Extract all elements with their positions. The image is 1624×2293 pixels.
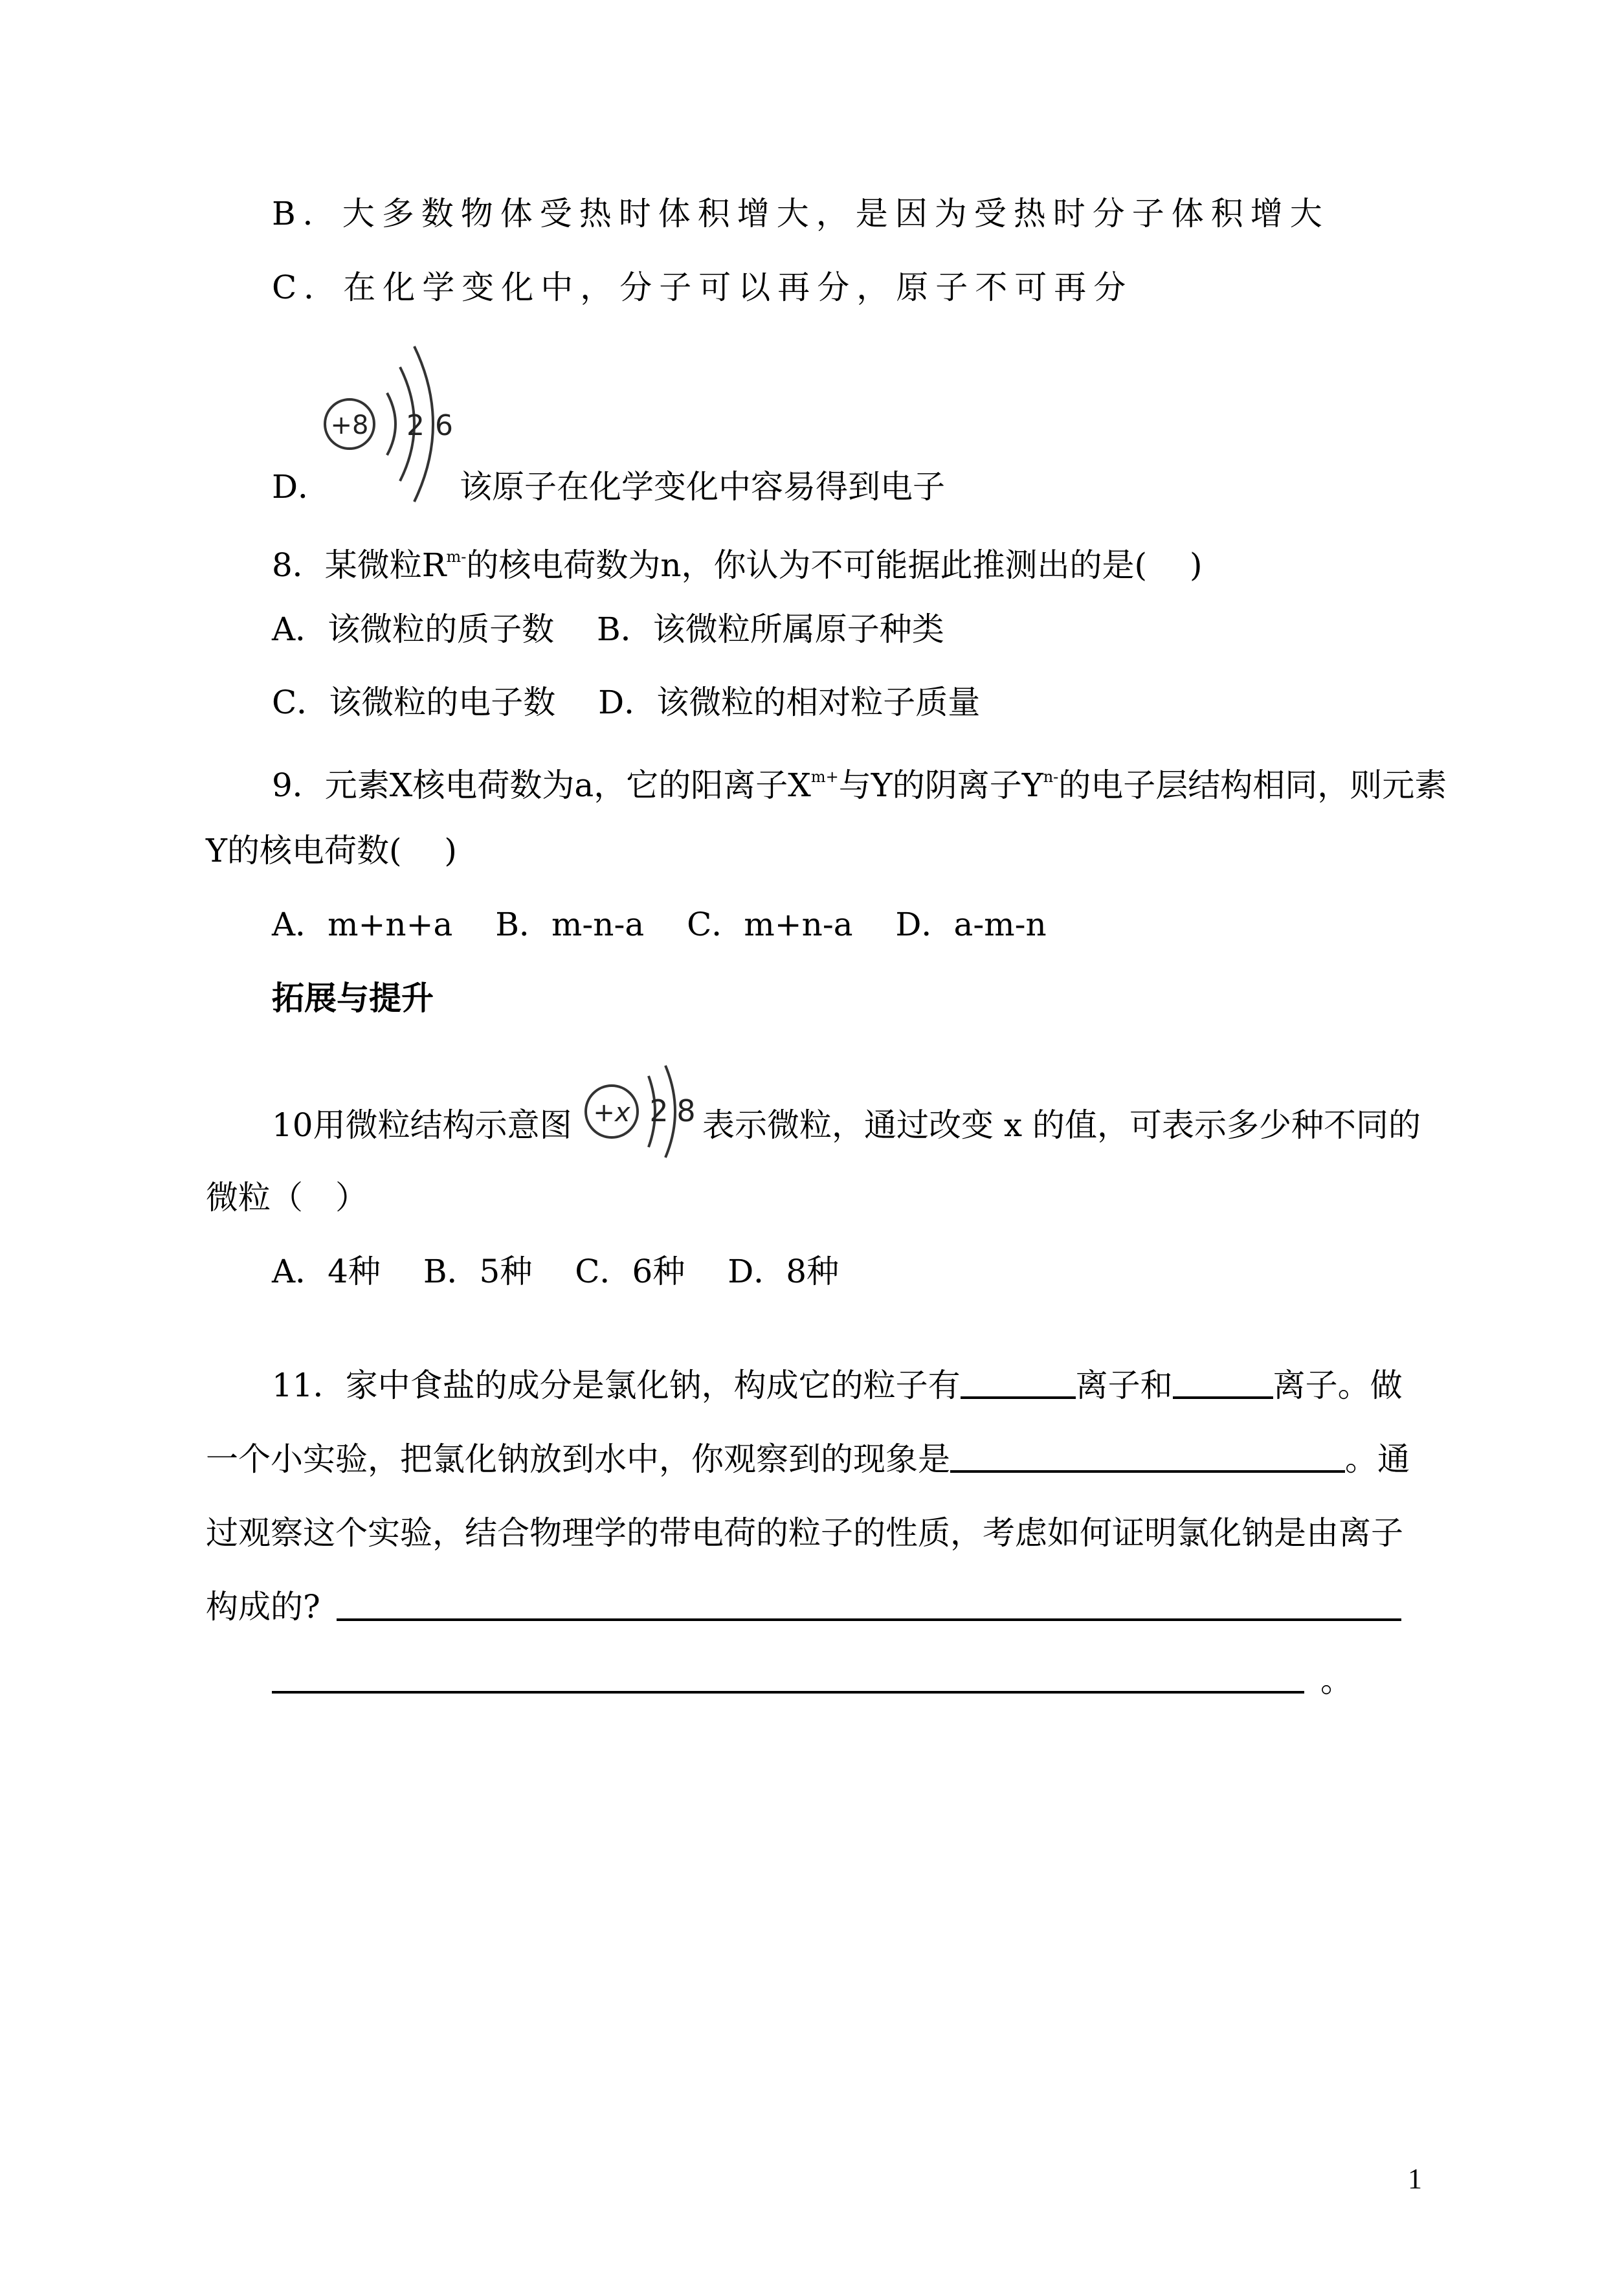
- section-title: 拓展与提升: [272, 979, 434, 1017]
- q8-options-row1: A．该微粒的质子数 B．该微粒所属原子种类: [272, 610, 944, 648]
- q10-stem-a: 10用微粒结构示意图: [272, 1106, 572, 1144]
- q11-line1: 11．家中食盐的成分是氯化钠，构成它的粒子有 离子和 离子。做: [272, 1367, 1403, 1404]
- q8-options-row2: C．该微粒的电子数 D．该微粒的相对粒子质量: [272, 684, 981, 721]
- shell-1-electrons: 2: [649, 1093, 669, 1128]
- atom-structure-diagram-x: [576, 1062, 718, 1159]
- q11-line2: 一个小实验，把氯化钠放到水中，你观察到的现象是 。通: [206, 1440, 1410, 1478]
- q7-option-d-text: 该原子在化学变化中容易得到电子: [460, 468, 945, 506]
- q8-stem: 8．某微粒$R^{m-}$的核电荷数为n，你认为不可能据此推测出的是( ): [272, 546, 1203, 584]
- q10-stem-line2: 微粒（ ）: [206, 1179, 368, 1216]
- answer-blank-2[interactable]: [1173, 1367, 1273, 1399]
- q9-options: A．m+n+a B．m-n-a C．m+n-a D．a-m-n: [272, 906, 1047, 943]
- shell-1-electrons: 2: [406, 409, 425, 442]
- page-number: 1: [1408, 2163, 1422, 2195]
- shell-2-electrons: 6: [435, 409, 453, 442]
- q9-stem-line2: Y的核电荷数( ): [206, 832, 457, 869]
- nucleus-charge: +8: [330, 410, 369, 440]
- q7-option-d-letter: D．: [272, 468, 331, 506]
- answer-blank-4[interactable]: [337, 1618, 1401, 1621]
- answer-blank-3[interactable]: [950, 1440, 1345, 1473]
- q10-stem-b: 表示微粒，通过改变 x 的值，可表示多少种不同的: [702, 1106, 1421, 1144]
- answer-blank-1[interactable]: [961, 1367, 1076, 1399]
- q11-line4: 构成的?: [206, 1588, 320, 1626]
- shell-2-electrons: 8: [676, 1093, 696, 1128]
- nucleus-charge: +x: [593, 1098, 630, 1128]
- answer-blank-5[interactable]: [272, 1691, 1304, 1694]
- q11-line3: 过观察这个实验，结合物理学的带电荷的粒子的性质，考虑如何证明氯化钠是由离子: [206, 1514, 1403, 1552]
- q9-stem: 9．元素X核电荷数为a，它的阳离子$X^{m+}$与Y的阴离子$Y^{n-}$的电子层结构相同，则元素: [272, 766, 1447, 804]
- q10-options: A．4种 B．5种 C．6种 D．8种: [272, 1253, 840, 1290]
- q11-line5-end: 。: [1320, 1662, 1353, 1699]
- q7-option-c: C．在化学变化中，分子可以再分，原子不可再分: [272, 269, 1133, 306]
- atom-structure-diagram-oxygen: [317, 340, 473, 489]
- q7-option-b: B．大多数物体受热时体积增大，是因为受热时分子体积增大: [272, 195, 1329, 232]
